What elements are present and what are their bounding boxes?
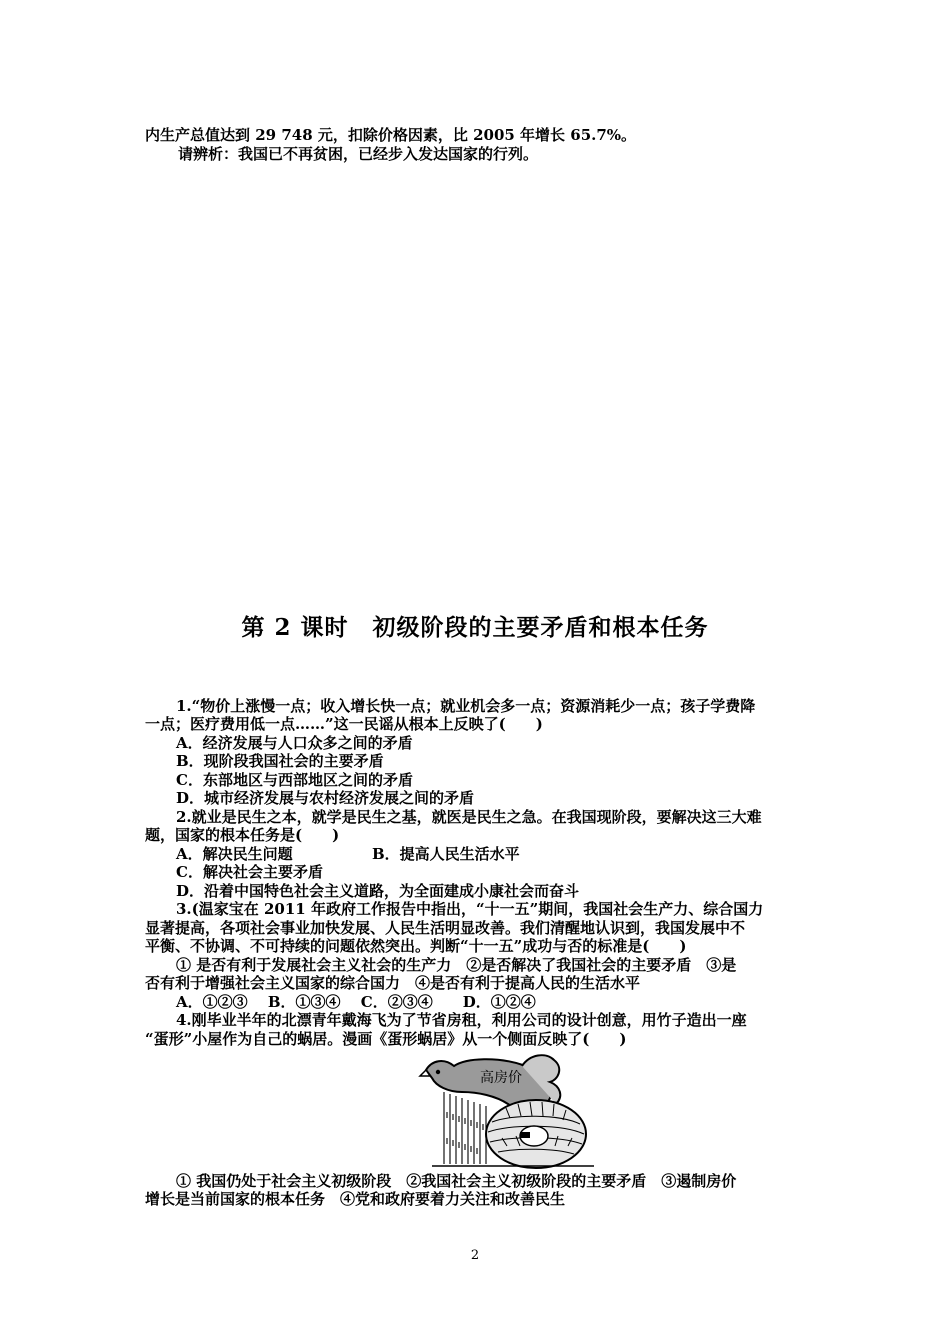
q3-stem-line-2: 显著提高，各项社会事业加快发展、人民生活明显改善。我们清醒地认识到，我国发展中不: [145, 919, 746, 937]
q2-option-b: B．提高人民生活水平: [372, 845, 520, 863]
q3-items-line-1: ① 是否有利于发展社会主义社会的生产力 ②是否解决了我国社会的主要矛盾 ③是: [176, 956, 737, 974]
q1-option-d: D．城市经济发展与农村经济发展之间的矛盾: [176, 789, 475, 807]
q1-stem-line-1: 1.“物价上涨慢一点；收入增长快一点；就业机会多一点；资源消耗少一点；孩子学费降: [176, 697, 756, 715]
q3-stem-line-1: 3.(温家宝在 2011 年政府工作报告中指出，“十一五”期间，我国社会生产力、综合国力: [176, 900, 764, 918]
q1-option-c: C．东部地区与西部地区之间的矛盾: [176, 771, 413, 789]
q1-option-a: A．经济发展与人口众多之间的矛盾: [176, 734, 413, 752]
q2-option-c: C．解决社会主要矛盾: [176, 863, 323, 881]
egg-house-cartoon: [418, 1052, 594, 1172]
q2-option-d: D．沿着中国特色社会主义道路，为全面建成小康社会而奋斗: [176, 882, 580, 900]
bird-eye-icon: [436, 1070, 440, 1074]
hatched-stand: [444, 1092, 486, 1164]
q3-stem-line-3: 平衡、不协调、不可持续的问题依然突出。判断“十一五”成功与否的标准是( ): [145, 937, 687, 955]
q4-stem-line-1: 4.刚毕业半年的北漂青年戴海飞为了节省房租，利用公司的设计创意，用竹子造出一座: [176, 1011, 747, 1029]
lesson-title: 第 2 课时 初级阶段的主要矛盾和根本任务: [241, 614, 709, 641]
top-line-2: 请辨析：我国已不再贫困，已经步入发达国家的行列。: [178, 145, 539, 163]
q1-stem-line-2: 一点；医疗费用低一点……”这一民谣从根本上反映了( ): [145, 715, 543, 733]
q4-items-line-1: ① 我国仍处于社会主义初级阶段 ②我国社会主义初级阶段的主要矛盾 ③遏制房价: [176, 1172, 737, 1190]
q4-stem-line-2: “蛋形”小屋作为自己的蜗居。漫画《蛋形蜗居》从一个侧面反映了( ): [145, 1030, 627, 1048]
q3-options: A．①②③ B．①③④ C．②③④ D．①②④: [176, 993, 536, 1011]
q4-items-line-2: 增长是当前国家的根本任务 ④党和政府要着力关注和改善民生: [145, 1190, 566, 1208]
q2-stem-line-1: 2.就业是民生之本，就学是民生之基，就医是民生之急。在我国现阶段，要解决这三大难: [176, 808, 762, 826]
top-line-1: 内生产总值达到 29 748 元，扣除价格因素，比 2005 年增长 65.7%。: [145, 126, 637, 144]
q1-option-b: B．现阶段我国社会的主要矛盾: [176, 752, 384, 770]
q3-items-line-2: 否有利于增强社会主义国家的综合国力 ④是否有利于提高人民的生活水平: [145, 974, 641, 992]
page-number: 2: [470, 1248, 480, 1263]
cartoon-label: 高房价: [480, 1069, 522, 1085]
q2-option-a: A．解决民生问题: [176, 845, 293, 863]
q2-stem-line-2: 题，国家的根本任务是( ): [145, 826, 340, 844]
